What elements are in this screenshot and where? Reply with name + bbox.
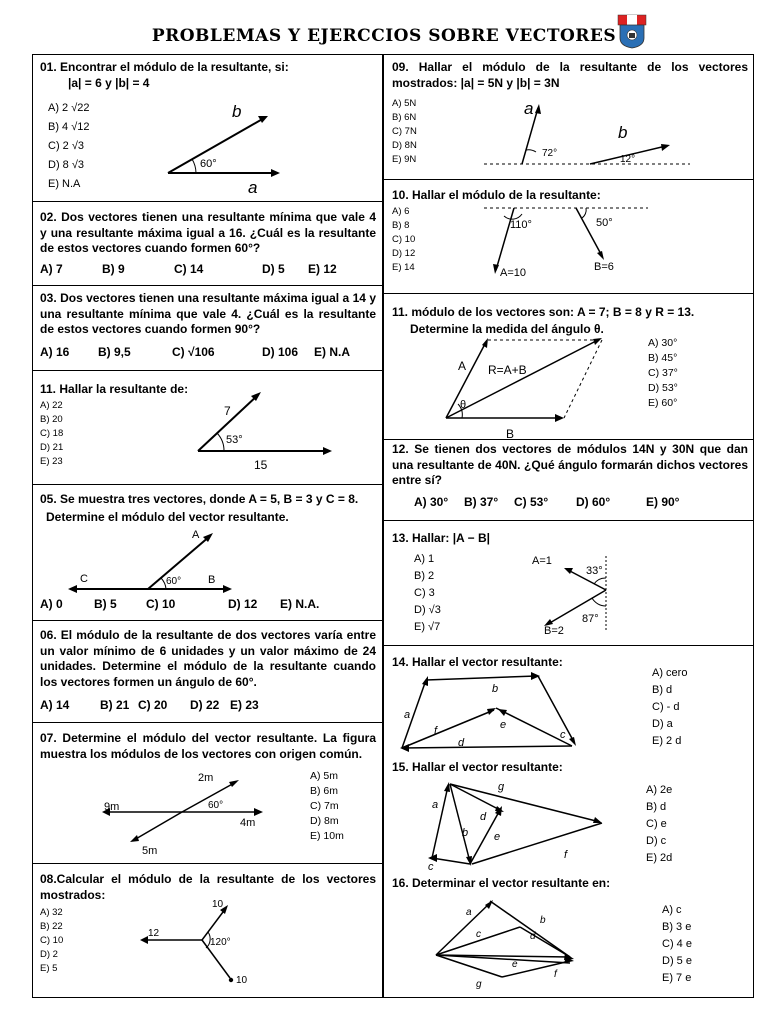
q05-option-c[interactable]: C) 10	[146, 597, 176, 611]
q12-option-d[interactable]: D) 60°	[576, 495, 611, 509]
q13-options	[414, 551, 441, 636]
q14-statement: 14. Hallar el vector resultante:	[392, 655, 563, 669]
q01-given: |a| = 6 y |b| = 4	[68, 76, 150, 90]
q13-statement: 13. Hallar: |A − B|	[392, 531, 490, 545]
q16-option-e[interactable]: E) 7 e	[662, 972, 692, 984]
q03-options	[40, 345, 350, 359]
q01-angle: 60°	[200, 158, 217, 170]
q16-options	[662, 902, 692, 987]
q14-option-c[interactable]: C) - d	[652, 701, 680, 713]
q05-option-e[interactable]: E) N.A.	[280, 597, 320, 611]
q03-option-c[interactable]: C) √106	[172, 345, 215, 359]
q09-angle-12: 12°	[620, 154, 636, 165]
q09-option-b[interactable]: B) 6N	[392, 112, 417, 123]
q13-figure	[526, 550, 636, 640]
q12-option-b[interactable]: B) 37°	[464, 495, 499, 509]
separator	[384, 293, 754, 294]
q07-option-c[interactable]: C) 7m	[310, 800, 339, 812]
q05-label-b: B	[208, 574, 216, 586]
q14-figure	[396, 672, 586, 758]
q11b-option-c[interactable]: C) 37°	[648, 367, 678, 379]
q07-options	[310, 769, 344, 844]
q01-options	[48, 99, 90, 194]
q16-option-a[interactable]: A) c	[662, 904, 682, 916]
q11b-option-b[interactable]: B) 45°	[648, 352, 678, 364]
q08-label-bottom: 10	[236, 975, 248, 986]
q14-options	[652, 665, 687, 750]
q02-option-a[interactable]: A) 7	[40, 262, 63, 276]
q14-label-c: c	[560, 729, 566, 741]
q12-option-a[interactable]: A) 30°	[414, 495, 449, 509]
q08-option-e[interactable]: E) 5	[40, 963, 58, 974]
q06-option-d[interactable]: D) 22	[190, 698, 220, 712]
q08-angle: 120°	[210, 937, 231, 948]
q14-label-d: d	[458, 737, 465, 749]
q01-statement: 01. Encontrar el módulo de la resultante, si:	[40, 60, 289, 74]
q13-option-e[interactable]: E) √7	[414, 621, 441, 633]
q10-label-a: A=10	[500, 267, 526, 279]
separator	[32, 620, 382, 621]
q08-figure	[130, 896, 260, 992]
q15-option-c[interactable]: C) e	[646, 818, 667, 830]
q08-label-12: 12	[148, 928, 160, 939]
q15-label-e: e	[494, 831, 501, 843]
q05-label-a: A	[192, 529, 200, 541]
separator	[384, 439, 754, 440]
q08-option-d[interactable]: D) 2	[40, 949, 58, 960]
q16-label-e: e	[512, 959, 518, 970]
q16-label-d: d	[530, 931, 536, 942]
q08-option-c[interactable]: C) 10	[40, 935, 64, 946]
q16-figure	[430, 893, 580, 993]
q12-options	[414, 495, 679, 509]
q07-label-5m: 5m	[142, 845, 158, 857]
q15-options	[646, 782, 672, 867]
q10-option-d[interactable]: D) 12	[392, 248, 416, 259]
q01-label-a: a	[248, 178, 258, 197]
q14-option-b[interactable]: B) d	[652, 684, 673, 696]
q05-label-c: C	[80, 573, 88, 585]
q05-option-b[interactable]: B) 5	[94, 597, 117, 611]
q16-label-b: b	[540, 915, 546, 926]
q10-figure	[480, 204, 660, 280]
q12-option-c[interactable]: C) 53°	[514, 495, 549, 509]
q16-label-g: g	[476, 979, 482, 990]
q09-label-a: a	[524, 99, 534, 118]
q07-option-b[interactable]: B) 6m	[310, 785, 339, 797]
q15-option-d[interactable]: D) c	[646, 835, 667, 847]
q13-option-d[interactable]: D) √3	[414, 604, 441, 616]
q11a-options	[40, 399, 63, 469]
q11b-label-a: A	[458, 359, 467, 373]
q11a-statement: 11. Hallar la resultante de:	[40, 382, 189, 396]
q08-options	[40, 906, 63, 976]
q15-label-c: c	[428, 861, 434, 873]
separator	[32, 722, 382, 723]
q10-option-a[interactable]: A) 6	[392, 206, 410, 217]
q06-option-c[interactable]: C) 20	[138, 698, 168, 712]
q10-angle-110: 110°	[510, 219, 532, 231]
q11a-option-e[interactable]: E) 23	[40, 456, 63, 467]
q07-option-d[interactable]: D) 8m	[310, 815, 339, 827]
q09-statement: 09. Hallar el módulo de la resultante de los vectores mostrados: |a| = 5N y |b| = 3N	[392, 60, 748, 90]
q11b-options	[648, 336, 678, 411]
q14-label-b: b	[492, 683, 499, 695]
q09-options	[392, 97, 417, 167]
q06-statement: 06. El módulo de la resultante de dos vectores varía entre un valor mínimo de 6 unidades y un valor máximo de 24 unidades. Determine el módulo de la resultante cuando los vectores formen un ángulo de 60°.	[40, 628, 376, 689]
q07-option-a[interactable]: A) 5m	[310, 770, 339, 782]
q15-label-f: f	[564, 849, 568, 861]
q15-option-a[interactable]: A) 2e	[646, 784, 673, 796]
q01-option-a[interactable]: A) 2 √22	[48, 102, 90, 114]
q01-label-b: b	[232, 102, 242, 121]
q08-statement: 08.Calcular el módulo de la resultante de los vectores mostrados:	[40, 872, 376, 902]
q05-figure	[60, 528, 240, 598]
q13-option-c[interactable]: C) 3	[414, 587, 435, 599]
q01-figure	[160, 95, 290, 197]
q15-option-e[interactable]: E) 2d	[646, 852, 673, 864]
q11b-option-d[interactable]: D) 53°	[648, 382, 678, 394]
q03-option-e[interactable]: E) N.A	[314, 345, 350, 359]
separator	[384, 520, 754, 521]
q15-statement: 15. Hallar el vector resultante:	[392, 760, 563, 774]
q15-label-d: d	[480, 811, 487, 823]
q08-option-a[interactable]: A) 32	[40, 907, 63, 918]
q05-option-a[interactable]: A) 0	[40, 597, 63, 611]
q01-vector-b	[168, 117, 266, 173]
q16-statement: 16. Determinar el vector resultante en:	[392, 876, 611, 890]
q01-option-b[interactable]: B) 4 √12	[48, 121, 90, 133]
q11a-label-15: 15	[254, 458, 268, 472]
q03-option-a[interactable]: A) 16	[40, 345, 70, 359]
q03-statement: 03. Dos vectores tienen una resultante máxima igual a 14 y una resultante mínima que vale 4. ¿Cuál es la resultante de estos vectores cuando formen 90°?	[40, 291, 376, 336]
q07-label-2m: 2m	[198, 772, 214, 784]
q15-label-g: g	[498, 781, 505, 793]
q11b-label-r: R=A+B	[488, 363, 527, 377]
separator	[32, 201, 382, 202]
q02-option-c[interactable]: C) 14	[174, 262, 204, 276]
q11b-statement-2: Determine la medida del ángulo θ.	[410, 322, 604, 336]
q10-statement: 10. Hallar el módulo de la resultante:	[392, 188, 601, 202]
q12-option-e[interactable]: E) 90°	[646, 495, 680, 509]
q11a-angle: 53°	[226, 434, 243, 446]
q13-angle-87: 87°	[582, 613, 599, 625]
q07-angle: 60°	[208, 800, 224, 811]
q12-statement: 12. Se tienen dos vectores de módulos 14N y 30N que dan una resultante de 40N. ¿Qué ángulo formarán dichos vectores entre sí?	[392, 442, 748, 487]
q09-label-b: b	[618, 123, 628, 142]
q01-option-c[interactable]: C) 2 √3	[48, 140, 84, 152]
q15-figure	[414, 776, 604, 873]
q06-options	[40, 698, 259, 712]
separator	[384, 179, 754, 180]
separator	[384, 645, 754, 646]
q10-option-c[interactable]: C) 10	[392, 234, 416, 245]
q09-option-e[interactable]: E) 9N	[392, 154, 417, 165]
q02-option-b[interactable]: B) 9	[102, 262, 125, 276]
q06-option-e[interactable]: E) 23	[230, 698, 259, 712]
q06-option-a[interactable]: A) 14	[40, 698, 70, 712]
q05-options	[40, 597, 319, 611]
q11a-option-d[interactable]: D) 21	[40, 442, 64, 453]
q09-option-a[interactable]: A) 5N	[392, 98, 417, 109]
q09-angle-72: 72°	[542, 148, 558, 159]
q10-option-b[interactable]: B) 8	[392, 220, 410, 231]
separator	[32, 285, 382, 286]
q16-label-a: a	[466, 907, 472, 918]
q03-option-b[interactable]: B) 9,5	[98, 345, 131, 359]
q11b-figure	[440, 334, 610, 442]
q02-option-d[interactable]: D) 5	[262, 262, 285, 276]
q14-label-e: e	[500, 719, 507, 731]
q11a-label-7: 7	[224, 404, 231, 418]
q11b-option-a[interactable]: A) 30°	[648, 337, 678, 349]
q14-label-a: a	[404, 709, 411, 721]
q02-option-e[interactable]: E) 12	[308, 262, 337, 276]
q09-option-d[interactable]: D) 8N	[392, 140, 417, 151]
q07-label-9m: 9m	[104, 801, 120, 813]
q16-label-c: c	[476, 929, 481, 940]
q14-option-d[interactable]: D) a	[652, 718, 673, 730]
q01-option-e[interactable]: E) N.A	[48, 178, 81, 190]
q13-option-a[interactable]: A) 1	[414, 553, 435, 565]
q11b-option-e[interactable]: E) 60°	[648, 397, 678, 409]
q10-option-e[interactable]: E) 14	[392, 262, 415, 273]
q10-label-b: B=6	[594, 261, 614, 273]
q14-option-a[interactable]: A) cero	[652, 667, 688, 679]
q11b-theta: θ	[460, 399, 467, 411]
q14-label-f: f	[434, 725, 438, 737]
q16-option-d[interactable]: D) 5 e	[662, 955, 692, 967]
q13-angle-33: 33°	[586, 565, 603, 577]
q01-option-d[interactable]: D) 8 √3	[48, 159, 84, 171]
q13-label-b: B=2	[544, 625, 564, 637]
column-divider	[382, 54, 384, 998]
page-title: PROBLEMAS Y EJERCCIOS SOBRE VECTORES	[151, 26, 617, 46]
q05-option-d[interactable]: D) 12	[228, 597, 258, 611]
q11a-option-c[interactable]: C) 18	[40, 428, 64, 439]
q11a-option-a[interactable]: A) 22	[40, 400, 63, 411]
separator	[32, 484, 382, 485]
q11a-figure	[190, 385, 340, 475]
q10-options	[392, 205, 415, 275]
q15-label-a: a	[432, 799, 439, 811]
q13-option-b[interactable]: B) 2	[414, 570, 435, 582]
q16-option-b[interactable]: B) 3 e	[662, 921, 692, 933]
q11a-option-b[interactable]: B) 20	[40, 414, 63, 425]
q07-label-4m: 4m	[240, 817, 256, 829]
q05-statement: 05. Se muestra tres vectores, donde A = 5, B = 3 y C = 8.	[40, 492, 359, 506]
q09-figure	[480, 96, 700, 172]
school-logo-icon	[617, 14, 647, 48]
q13-label-a: A=1	[532, 555, 552, 567]
q16-option-c[interactable]: C) 4 e	[662, 938, 692, 950]
q08-label-top: 10	[212, 899, 224, 910]
q07-figure	[96, 768, 276, 858]
q03-option-d[interactable]: D) 106	[262, 345, 299, 359]
q14-option-e[interactable]: E) 2 d	[652, 735, 682, 747]
q06-option-b[interactable]: B) 21	[100, 698, 130, 712]
q11b-label-b: B	[506, 427, 515, 441]
q05-statement-2: Determine el módulo del vector resultante.	[46, 510, 289, 524]
q11b-statement: 11. módulo de los vectores son: A = 7; B = 8 y R = 13.	[392, 305, 695, 319]
q02-options	[40, 262, 337, 276]
q09-option-c[interactable]: C) 7N	[392, 126, 417, 137]
q08-option-b[interactable]: B) 22	[40, 921, 63, 932]
q15-option-b[interactable]: B) d	[646, 801, 667, 813]
q15-label-b: b	[462, 827, 469, 839]
q07-option-e[interactable]: E) 10m	[310, 830, 344, 842]
separator	[32, 370, 382, 371]
separator	[32, 863, 382, 864]
q02-statement: 02. Dos vectores tienen una resultante mínima que vale 4 y una resultante máxima igual a 16. ¿Cuál es la resultante de estos vectores cuando formen 60°?	[40, 210, 376, 255]
q16-label-f: f	[554, 969, 557, 980]
q05-angle: 60°	[166, 576, 182, 587]
q07-statement: 07. Determine el módulo del vector resultante. La figura muestra los módulos de los vectores con origen común.	[40, 731, 376, 761]
q10-angle-50: 50°	[596, 217, 613, 229]
